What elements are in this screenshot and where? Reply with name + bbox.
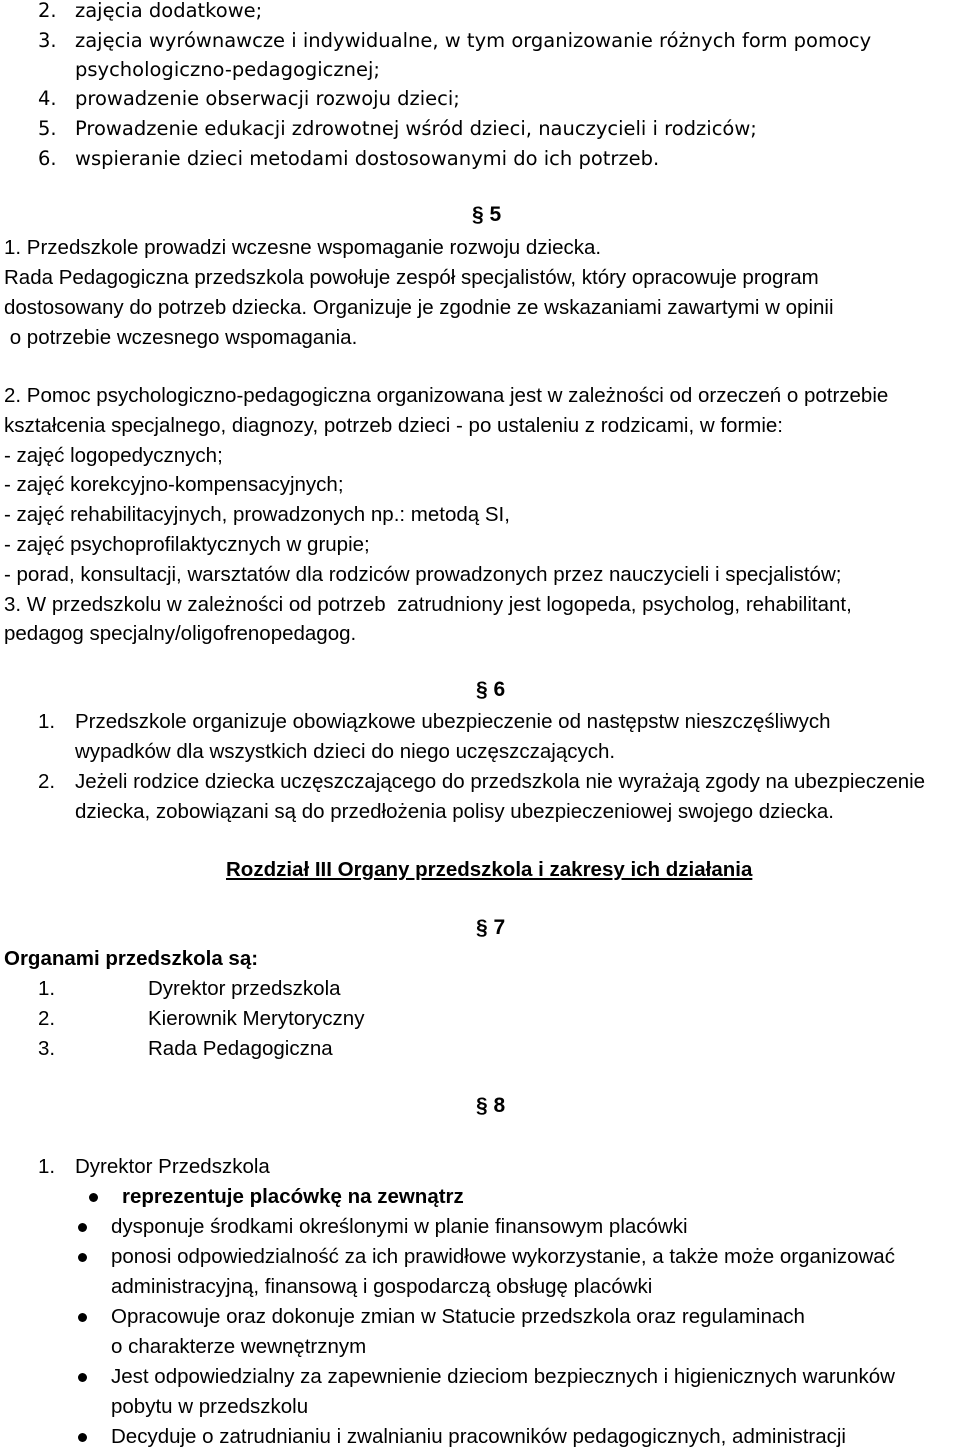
list-item-text: zajęcia wyrównawcze i indywidualne, w tym organizowanie różnych form pomocy: [75, 29, 872, 52]
list-item-text: ponosi odpowiedzialność za ich prawidłowe wykorzystanie, a także może organizować: [111, 1245, 895, 1268]
list-item-text: prowadzenie obserwacji rozwoju dzieci;: [75, 87, 460, 110]
list-item-text: dziecka, zobowiązani są do przedłożenia polisy ubezpieczeniowej swojego dziecka.: [75, 800, 834, 823]
bullet-icon: [78, 1313, 87, 1322]
paragraph-line: kształcenia specjalnego, diagnozy, potrzeb dzieci - po ustaleniu z rodzicami, w formie:: [4, 414, 783, 437]
chapter-title: Rozdział III Organy przedszkola i zakresy ich działania: [226, 858, 753, 881]
list-item-number: 1.: [38, 1155, 56, 1178]
list-item-text: reprezentuje placówkę na zewnątrz: [122, 1185, 464, 1208]
bullet-icon: [78, 1433, 87, 1442]
list-item-text: wspieranie dzieci metodami dostosowanymi do ich potrzeb.: [75, 147, 660, 170]
paragraph-line: 2. Pomoc psychologiczno-pedagogiczna organizowana jest w zależności od orzeczeń o potrzebie: [4, 384, 889, 407]
list-item-text: administracyjną, finansową i gospodarczą obsługę placówki: [111, 1275, 653, 1298]
list-item-text: Decyduje o zatrudnianiu i zwalnianiu pracowników pedagogicznych, administracji: [111, 1425, 846, 1448]
list-item-number: 2.: [38, 1007, 56, 1030]
list-item-text: Kierownik Merytoryczny: [148, 1007, 365, 1030]
list-item-text: zajęcia dodatkowe;: [75, 0, 263, 22]
paragraph-line: Rada Pedagogiczna przedszkola powołuje zespół specjalistów, który opracowuje program: [4, 266, 819, 289]
section-7-heading: § 7: [476, 916, 506, 939]
paragraph-line: - zajęć psychoprofilaktycznych w grupie;: [4, 533, 370, 556]
list-item-number: 2.: [38, 770, 56, 793]
paragraph-line: 3. W przedszkolu w zależności od potrzeb zatrudniony jest logopeda, psycholog, rehabilitant,: [4, 593, 852, 616]
list-item-text: Opracowuje oraz dokonuje zmian w Statucie przedszkola oraz regulaminach: [111, 1305, 805, 1328]
list-item-number: 5.: [38, 117, 57, 140]
bullet-icon: [89, 1193, 98, 1202]
paragraph-line: dostosowany do potrzeb dziecka. Organizuje je zgodnie ze wskazaniami zawartymi w opinii: [4, 296, 834, 319]
paragraph-line: - zajęć korekcyjno-kompensacyjnych;: [4, 473, 344, 496]
list-item-text: pobytu w przedszkolu: [111, 1395, 309, 1418]
list-item-text: Dyrektor przedszkola: [148, 977, 341, 1000]
section-5-heading: § 5: [472, 203, 502, 226]
paragraph-line: o potrzebie wczesnego wspomagania.: [4, 326, 358, 349]
list-item-number: 3.: [38, 29, 57, 52]
list-item-text: o charakterze wewnętrznym: [111, 1335, 367, 1358]
list-item-number: 3.: [38, 1037, 56, 1060]
director-heading: Dyrektor Przedszkola: [75, 1155, 270, 1178]
paragraph-line: 1. Przedszkole prowadzi wczesne wspomaganie rozwoju dziecka.: [4, 236, 602, 259]
list-item-number: 1.: [38, 977, 56, 1000]
list-item-text: wypadków dla wszystkich dzieci do niego uczęszczających.: [75, 740, 616, 763]
list-item-text: Jeżeli rodzice dziecka uczęszczającego do przedszkola nie wyrażają zgody na ubezpieczenie: [75, 770, 926, 793]
section-8-heading: § 8: [476, 1094, 506, 1117]
paragraph-line: pedagog specjalny/oligofrenopedagog.: [4, 622, 357, 645]
list-item-text: Przedszkole organizuje obowiązkowe ubezpieczenie od następstw nieszczęśliwych: [75, 710, 831, 733]
bullet-icon: [78, 1373, 87, 1382]
list-item-number: 2.: [38, 0, 57, 22]
list-item-text: Prowadzenie edukacji zdrowotnej wśród dzieci, nauczycieli i rodziców;: [75, 117, 757, 140]
paragraph-line: - porad, konsultacji, warsztatów dla rodziców prowadzonych przez nauczycieli i specjalistów;: [4, 563, 842, 586]
organs-heading: Organami przedszkola są:: [4, 947, 259, 970]
list-item-number: 4.: [38, 87, 57, 110]
bullet-icon: [78, 1223, 87, 1232]
list-item-number: 6.: [38, 147, 57, 170]
paragraph-line: - zajęć rehabilitacyjnych, prowadzonych np.: metodą SI,: [4, 503, 510, 526]
bullet-icon: [78, 1253, 87, 1262]
paragraph-line: - zajęć logopedycznych;: [4, 444, 223, 467]
list-item-text: Rada Pedagogiczna: [148, 1037, 333, 1060]
list-item-text: Jest odpowiedzialny za zapewnienie dzieciom bezpiecznych i higienicznych warunków: [111, 1365, 895, 1388]
section-6-heading: § 6: [476, 678, 506, 701]
list-item-number: 1.: [38, 710, 56, 733]
list-item-text: dysponuje środkami określonymi w planie finansowym placówki: [111, 1215, 688, 1238]
list-item-text: psychologiczno-pedagogicznej;: [75, 58, 380, 81]
